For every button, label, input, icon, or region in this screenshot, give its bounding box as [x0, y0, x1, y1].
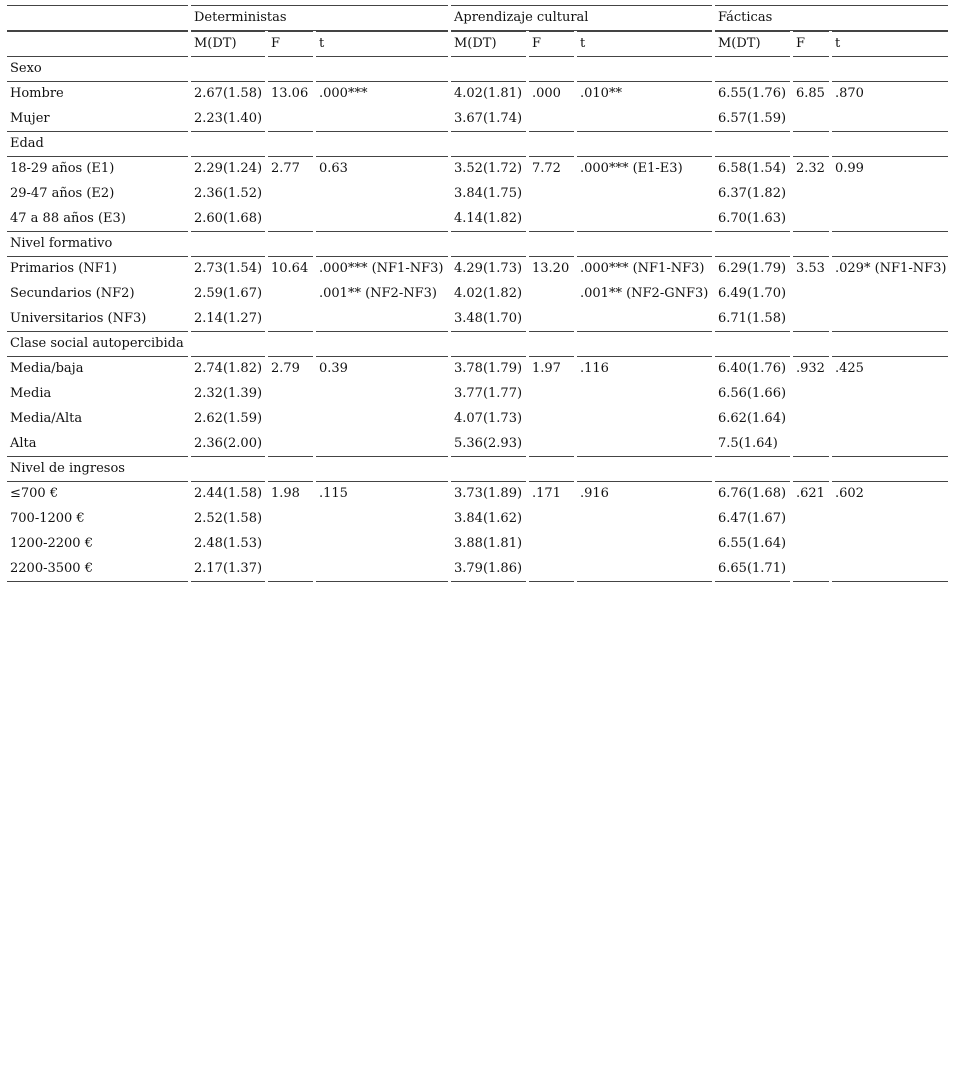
empty-cell — [316, 332, 448, 357]
table-cell — [316, 432, 448, 457]
row-label: Mujer — [7, 107, 188, 132]
table-cell — [529, 407, 574, 432]
row-label: Secundarios (NF2) — [10, 286, 135, 301]
empty-cell — [577, 232, 712, 257]
empty-cell — [191, 57, 265, 82]
table-cell — [529, 557, 574, 582]
table-cell — [577, 107, 712, 132]
table-cell — [577, 407, 712, 432]
table-cell: 4.07(1.73) — [454, 411, 523, 426]
table-cell: 2.36(2.00) — [191, 432, 265, 457]
table-cell: 6.76(1.68) — [718, 486, 787, 501]
table-cell — [793, 432, 829, 457]
table-cell: 0.99 — [835, 161, 864, 176]
row-label: Hombre — [10, 86, 64, 101]
table-cell: 2.32 — [796, 161, 825, 176]
row-label: Alta — [7, 432, 188, 457]
table-cell — [316, 182, 448, 207]
corner-cell — [7, 5, 188, 31]
table-cell — [832, 182, 948, 207]
table-cell: 2.23(1.40) — [191, 107, 265, 132]
table-row — [7, 82, 948, 107]
column-header: M(DT) — [715, 31, 790, 57]
table-cell — [832, 282, 948, 307]
table-cell: 3.48(1.70) — [451, 307, 526, 332]
empty-cell — [577, 132, 712, 157]
table-cell: 2.17(1.37) — [191, 557, 265, 582]
table-cell — [793, 182, 829, 207]
empty-cell — [715, 57, 790, 82]
table-cell: 6.62(1.64) — [718, 411, 787, 426]
empty-cell — [832, 232, 948, 257]
category-row — [7, 332, 948, 357]
category-row — [7, 457, 948, 482]
table-cell: .870 — [835, 86, 864, 101]
empty-cell — [832, 457, 948, 482]
table-row — [7, 532, 948, 557]
table-cell — [832, 382, 948, 407]
table-cell — [577, 382, 712, 407]
column-header: M(DT) — [451, 31, 526, 57]
table-cell — [832, 107, 948, 132]
empty-cell — [529, 132, 574, 157]
table-cell — [268, 107, 313, 132]
empty-cell — [529, 332, 574, 357]
table-cell: 3.67(1.74) — [451, 107, 526, 132]
empty-cell — [191, 232, 265, 257]
table-cell — [577, 432, 712, 457]
table-cell — [268, 282, 313, 307]
table-row — [7, 432, 948, 457]
table-cell: 7.5(1.64) — [715, 432, 790, 457]
table-cell — [529, 507, 574, 532]
empty-cell — [191, 332, 265, 357]
group-header: Deterministas — [191, 5, 448, 31]
table-cell: 6.29(1.79) — [718, 261, 787, 276]
table-cell — [577, 182, 712, 207]
table-cell — [793, 507, 829, 532]
table-cell — [268, 532, 313, 557]
table-cell: 2.44(1.58) — [194, 486, 263, 501]
empty-cell — [793, 132, 829, 157]
table-cell: 2.48(1.53) — [194, 536, 263, 551]
column-header: M(DT) — [191, 31, 265, 57]
table-cell — [793, 382, 829, 407]
table-cell: 6.70(1.63) — [715, 207, 790, 232]
table-cell: 13.06 — [271, 86, 309, 101]
table-cell: .602 — [835, 486, 864, 501]
table-cell: 2.14(1.27) — [191, 307, 265, 332]
row-label: 2200-3500 € — [7, 557, 188, 582]
empty-cell — [832, 332, 948, 357]
table-cell: 3.79(1.86) — [451, 557, 526, 582]
empty-cell — [316, 57, 448, 82]
table-cell: .116 — [580, 361, 609, 376]
table-cell: 2.52(1.58) — [194, 511, 263, 526]
table-cell: .115 — [319, 486, 348, 501]
table-cell: 2.73(1.54) — [194, 261, 263, 276]
column-header: F — [268, 31, 313, 57]
table-cell: 6.55(1.64) — [718, 536, 787, 551]
empty-cell — [715, 232, 790, 257]
empty-cell — [832, 57, 948, 82]
table-cell — [793, 282, 829, 307]
table-cell — [529, 282, 574, 307]
table-cell — [529, 207, 574, 232]
row-label: 18-29 años (E1) — [10, 161, 115, 176]
category-label: Nivel formativo — [7, 232, 188, 257]
table-cell: 1.98 — [271, 486, 300, 501]
table-cell: 3.77(1.77) — [454, 386, 523, 401]
table-cell: 13.20 — [532, 261, 570, 276]
table-cell — [793, 107, 829, 132]
column-header: t — [832, 31, 948, 57]
category-label: Sexo — [7, 57, 188, 82]
row-label: Universitarios (NF3) — [7, 307, 188, 332]
table-cell — [268, 507, 313, 532]
table-cell — [793, 207, 829, 232]
empty-cell — [529, 232, 574, 257]
table-cell — [832, 207, 948, 232]
corner-cell — [7, 31, 188, 57]
category-label: Nivel de ingresos — [7, 457, 188, 482]
table-cell: .010** — [580, 86, 622, 101]
table-cell — [529, 532, 574, 557]
group-header-row — [7, 5, 948, 31]
table-cell: 3.88(1.81) — [454, 536, 523, 551]
table-row — [7, 182, 948, 207]
table-cell: 5.36(2.93) — [451, 432, 526, 457]
table-cell: 3.52(1.72) — [454, 161, 523, 176]
table-cell — [268, 207, 313, 232]
table-cell: 2.60(1.68) — [191, 207, 265, 232]
table-cell: 2.79 — [271, 361, 300, 376]
table-cell — [529, 432, 574, 457]
table-row — [7, 282, 948, 307]
empty-cell — [316, 457, 448, 482]
empty-cell — [715, 132, 790, 157]
table-cell: 3.84(1.75) — [454, 186, 523, 201]
empty-cell — [451, 232, 526, 257]
table-cell: 3.53 — [796, 261, 825, 276]
table-cell — [316, 507, 448, 532]
empty-cell — [451, 332, 526, 357]
table-row — [7, 207, 948, 232]
empty-cell — [191, 132, 265, 157]
row-label: Media — [10, 386, 52, 401]
table-cell — [316, 382, 448, 407]
row-label: 1200-2200 € — [10, 536, 93, 551]
table-cell: 4.02(1.82) — [454, 286, 523, 301]
table-cell: 2.77 — [271, 161, 300, 176]
table-row — [7, 257, 948, 282]
table-cell: .425 — [835, 361, 864, 376]
table-cell — [268, 432, 313, 457]
table-cell — [832, 307, 948, 332]
table-cell: .000*** (NF1-NF3) — [580, 261, 705, 276]
empty-cell — [793, 457, 829, 482]
table-cell: 6.85 — [796, 86, 825, 101]
table-cell: 6.65(1.71) — [715, 557, 790, 582]
row-label: Media/baja — [10, 361, 84, 376]
table-cell: 6.55(1.76) — [718, 86, 787, 101]
table-cell — [268, 382, 313, 407]
table-cell: 6.56(1.66) — [718, 386, 787, 401]
table-cell: 6.71(1.58) — [715, 307, 790, 332]
empty-cell — [316, 132, 448, 157]
column-header: t — [316, 31, 448, 57]
row-label: 29-47 años (E2) — [10, 186, 115, 201]
table-cell — [832, 407, 948, 432]
statistics-table — [4, 5, 951, 582]
empty-cell — [832, 132, 948, 157]
table-row — [7, 157, 948, 182]
table-cell: 3.84(1.62) — [454, 511, 523, 526]
table-cell — [529, 307, 574, 332]
table-cell: 2.29(1.24) — [194, 161, 263, 176]
table-cell: 3.73(1.89) — [454, 486, 523, 501]
table-cell — [529, 182, 574, 207]
table-cell: 0.63 — [319, 161, 348, 176]
table-cell: 4.29(1.73) — [454, 261, 523, 276]
table-cell — [316, 207, 448, 232]
table-row — [7, 407, 948, 432]
table-cell: 7.72 — [532, 161, 561, 176]
empty-cell — [268, 232, 313, 257]
table-row — [7, 382, 948, 407]
table-cell: 6.47(1.67) — [718, 511, 787, 526]
table-cell: .000 — [532, 86, 561, 101]
empty-cell — [451, 457, 526, 482]
table-cell: .932 — [796, 361, 825, 376]
empty-cell — [268, 332, 313, 357]
empty-cell — [793, 57, 829, 82]
table-cell — [577, 557, 712, 582]
empty-cell — [793, 332, 829, 357]
table-cell: .029* (NF1-NF3) — [835, 261, 947, 276]
table-cell — [793, 307, 829, 332]
group-header: Aprendizaje cultural — [451, 5, 712, 31]
table-cell — [577, 207, 712, 232]
table-cell: 2.36(1.52) — [194, 186, 263, 201]
empty-cell — [577, 332, 712, 357]
category-row — [7, 232, 948, 257]
table-row — [7, 557, 948, 582]
table-cell: 6.49(1.70) — [718, 286, 787, 301]
table-cell: .621 — [796, 486, 825, 501]
table-row — [7, 357, 948, 382]
table-cell: 1.97 — [532, 361, 561, 376]
table-cell: .000*** (E1-E3) — [580, 161, 683, 176]
table-cell — [793, 407, 829, 432]
table-row — [7, 482, 948, 507]
table-cell — [832, 532, 948, 557]
table-cell — [316, 532, 448, 557]
table-cell: 6.40(1.76) — [718, 361, 787, 376]
table-cell — [529, 382, 574, 407]
empty-cell — [577, 457, 712, 482]
row-label: ≤700 € — [10, 486, 59, 501]
table-cell — [832, 432, 948, 457]
table-cell: 2.32(1.39) — [194, 386, 263, 401]
empty-cell — [268, 457, 313, 482]
column-header: F — [793, 31, 829, 57]
group-header: Fácticas — [715, 5, 948, 31]
row-label: Media/Alta — [10, 411, 83, 426]
table-cell: .916 — [580, 486, 609, 501]
empty-cell — [577, 57, 712, 82]
empty-cell — [715, 332, 790, 357]
category-row — [7, 57, 948, 82]
table-cell: 2.67(1.58) — [194, 86, 263, 101]
table-cell — [316, 307, 448, 332]
table-row — [7, 107, 948, 132]
table-cell — [316, 557, 448, 582]
table-cell — [268, 407, 313, 432]
table-cell: 4.14(1.82) — [451, 207, 526, 232]
table-cell — [316, 407, 448, 432]
table-cell — [577, 307, 712, 332]
table-cell — [268, 307, 313, 332]
row-label: 700-1200 € — [10, 511, 85, 526]
empty-cell — [191, 457, 265, 482]
empty-cell — [268, 132, 313, 157]
table-cell — [793, 557, 829, 582]
empty-cell — [529, 457, 574, 482]
table-cell — [577, 507, 712, 532]
empty-cell — [529, 57, 574, 82]
table-row — [7, 507, 948, 532]
table-cell — [832, 557, 948, 582]
table-cell: 10.64 — [271, 261, 309, 276]
empty-cell — [451, 57, 526, 82]
empty-cell — [451, 132, 526, 157]
table-cell: 2.74(1.82) — [194, 361, 263, 376]
table-cell: 0.39 — [319, 361, 348, 376]
category-row — [7, 132, 948, 157]
table-row — [7, 307, 948, 332]
table-cell: 3.78(1.79) — [454, 361, 523, 376]
row-label: Primarios (NF1) — [10, 261, 118, 276]
empty-cell — [268, 57, 313, 82]
table-cell: 4.02(1.81) — [454, 86, 523, 101]
row-label: 47 a 88 años (E3) — [7, 207, 188, 232]
category-label: Edad — [7, 132, 188, 157]
table-cell — [529, 107, 574, 132]
table-cell: 6.37(1.82) — [718, 186, 787, 201]
table-cell — [268, 557, 313, 582]
table-cell: .000*** — [319, 86, 368, 101]
table-cell: 2.59(1.67) — [194, 286, 263, 301]
empty-cell — [715, 457, 790, 482]
table-cell — [577, 532, 712, 557]
category-label: Clase social autopercibida — [7, 332, 188, 357]
table-cell: .001** (NF2-NF3) — [319, 286, 437, 301]
column-header: F — [529, 31, 574, 57]
table-cell — [793, 532, 829, 557]
table-cell: 6.57(1.59) — [715, 107, 790, 132]
table-cell — [316, 107, 448, 132]
column-header: t — [577, 31, 712, 57]
table-cell: .000*** (NF1-NF3) — [319, 261, 444, 276]
table-cell: 6.58(1.54) — [718, 161, 787, 176]
empty-cell — [316, 232, 448, 257]
subheader-row — [7, 31, 948, 57]
table-cell — [268, 182, 313, 207]
table-cell: .001** (NF2-GNF3) — [580, 286, 709, 301]
empty-cell — [793, 232, 829, 257]
table-cell: .171 — [532, 486, 561, 501]
table-cell: 2.62(1.59) — [194, 411, 263, 426]
table-cell — [832, 507, 948, 532]
